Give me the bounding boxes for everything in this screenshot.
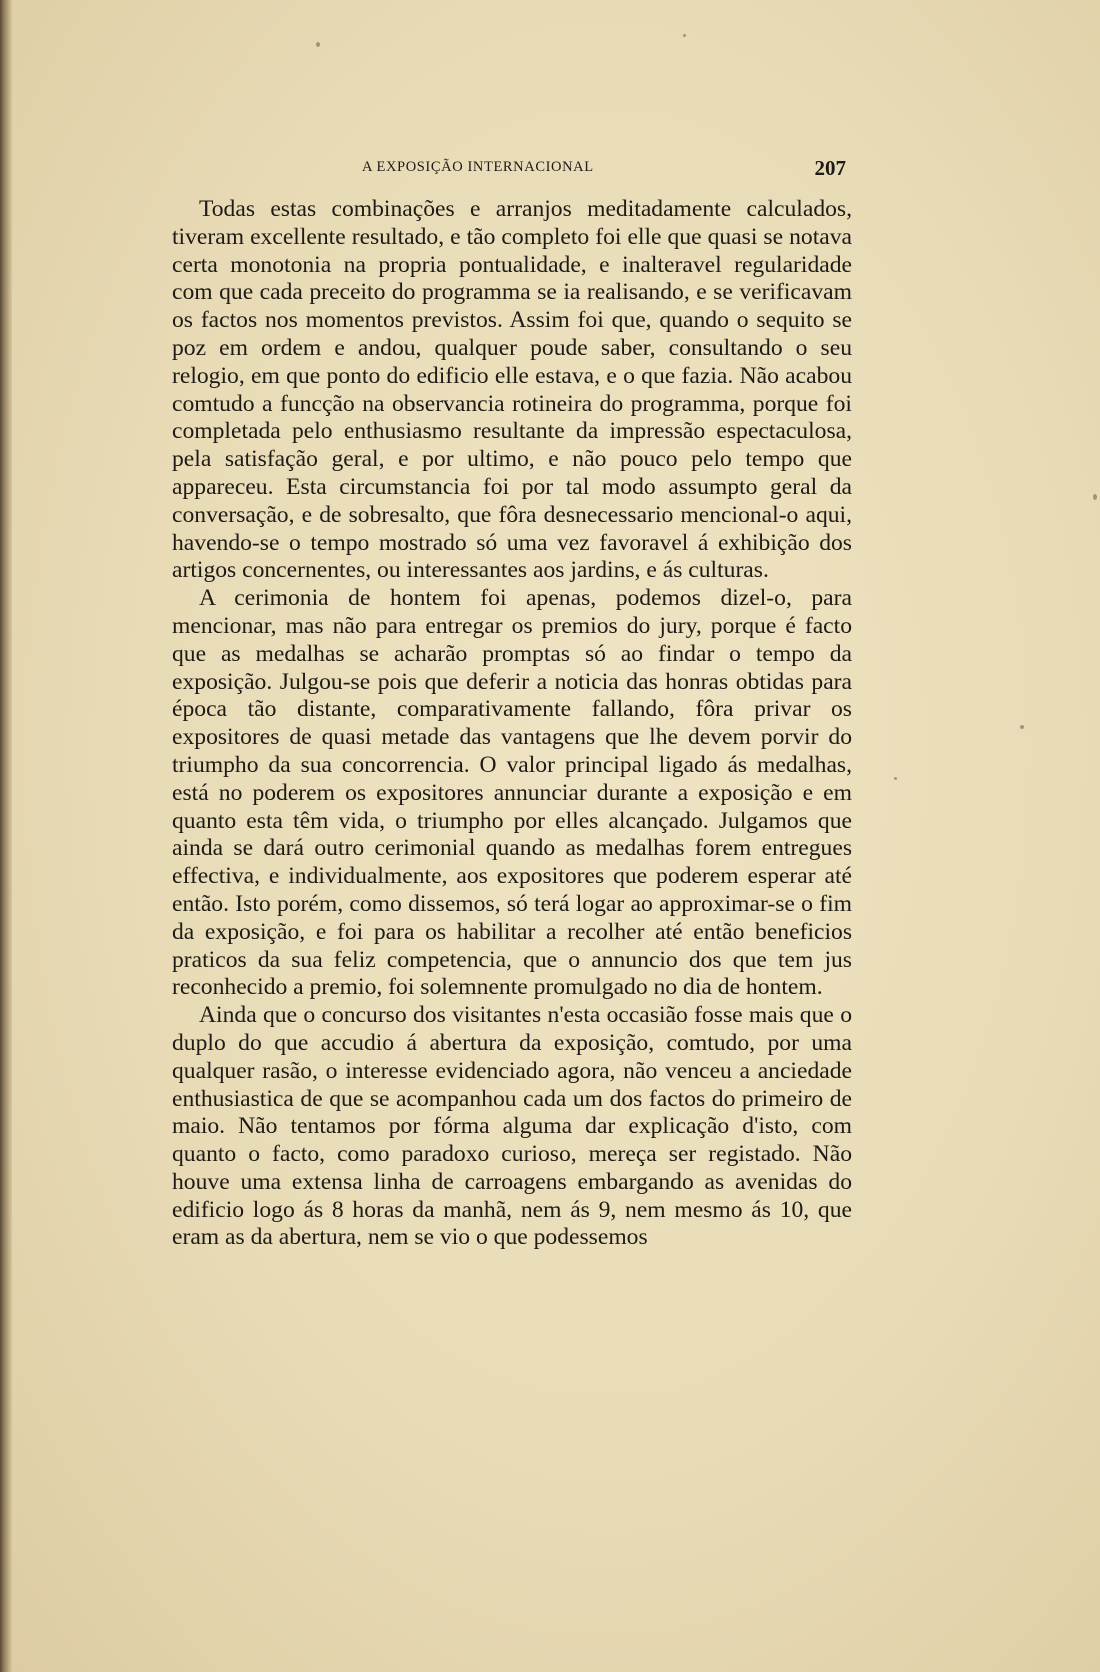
paper-speck: [1020, 725, 1024, 729]
page-binding-edge: [0, 0, 12, 1672]
paper-speck: [316, 42, 320, 47]
page-header: [172, 156, 846, 180]
paragraph: A cerimonia de hontem foi apenas, podemos dizel-o, para mencionar, mas não para entregar os premios do jury, porque é facto que as medalhas se acharão promptas só ao findar o tempo da exposição. Julgou-se pois que deferir a noticia das honras obtidas para época tão distante, comparativamente fallando, fôra privar os expositores de quasi metade das vantagens que lhe devem porvir do triumpho da sua concorrencia. O valor principal ligado ás medalhas, está no poderem os expositores annunciar durante a exposição e em quanto esta têm vida, o triumpho por elles alcançado. Julgamos que ainda se dará outro cerimonial quando as medalhas forem entregues effectiva, e individualmente, aos expositores que poderem esperar até então. Isto porém, como dissemos, só terá logar ao approximar-se o fim da exposição, e foi para os habilitar a recolher até então beneficios praticos da sua feliz competencia, que o annuncio dos que tem jus reconhecido a premio, foi solemnente promulgado no dia de hontem.: [172, 585, 852, 1001]
paper-speck: [683, 34, 686, 37]
paragraph: Ainda que o concurso dos visitantes n'esta occasião fosse mais que o duplo do que accudio á abertura da exposição, comtudo, por uma qualquer rasão, o interesse evidenciado agora, não venceu a anciedade enthusiastica de que se acompanhou cada um dos factos do primeiro de maio. Não tentamos por fórma alguma dar explicação d'isto, com quanto o facto, como paradoxo curioso, mereça ser registado. Não houve uma extensa linha de carroagens embargando as avenidas do edificio logo ás 8 horas da manhã, nem ás 9, nem mesmo ás 10, que eram as da abertura, nem se vio o que podessemos: [172, 1002, 852, 1251]
paragraph: Todas estas combinações e arranjos meditadamente calculados, tiveram excellente resultado, e tão completo foi elle que quasi se notava certa monotonia na propria pontualidade, e inalteravel regularidade com que cada preceito do programma se ia realisando, e se verificavam os factos nos momentos previstos. Assim foi que, quando o sequito se poz em ordem e andou, qualquer poude saber, consultando o seu relogio, em que ponto do edificio elle estava, e o que fazia. Não acabou comtudo a funcção na observancia rotineira do programma, porque foi completada pelo enthusiasmo resultante da impressão espectaculosa, pela satisfação geral, e por ultimo, e não pouco pelo tempo que appareceu. Esta circumstancia foi por tal modo assumpto geral da conversação, e de sobresalto, que fôra desnecessario mencional-o aqui, havendo-se o tempo mostrado só uma vez favoravel á exhibição dos artigos concernentes, ou interessantes aos jardins, e ás culturas.: [172, 196, 852, 584]
paper-speck: [894, 777, 897, 780]
page-number: 207: [814, 156, 846, 180]
paper-speck: [1093, 494, 1097, 500]
running-title: A EXPOSIÇÃO INTERNACIONAL: [362, 159, 594, 175]
body-text: [172, 196, 852, 1252]
